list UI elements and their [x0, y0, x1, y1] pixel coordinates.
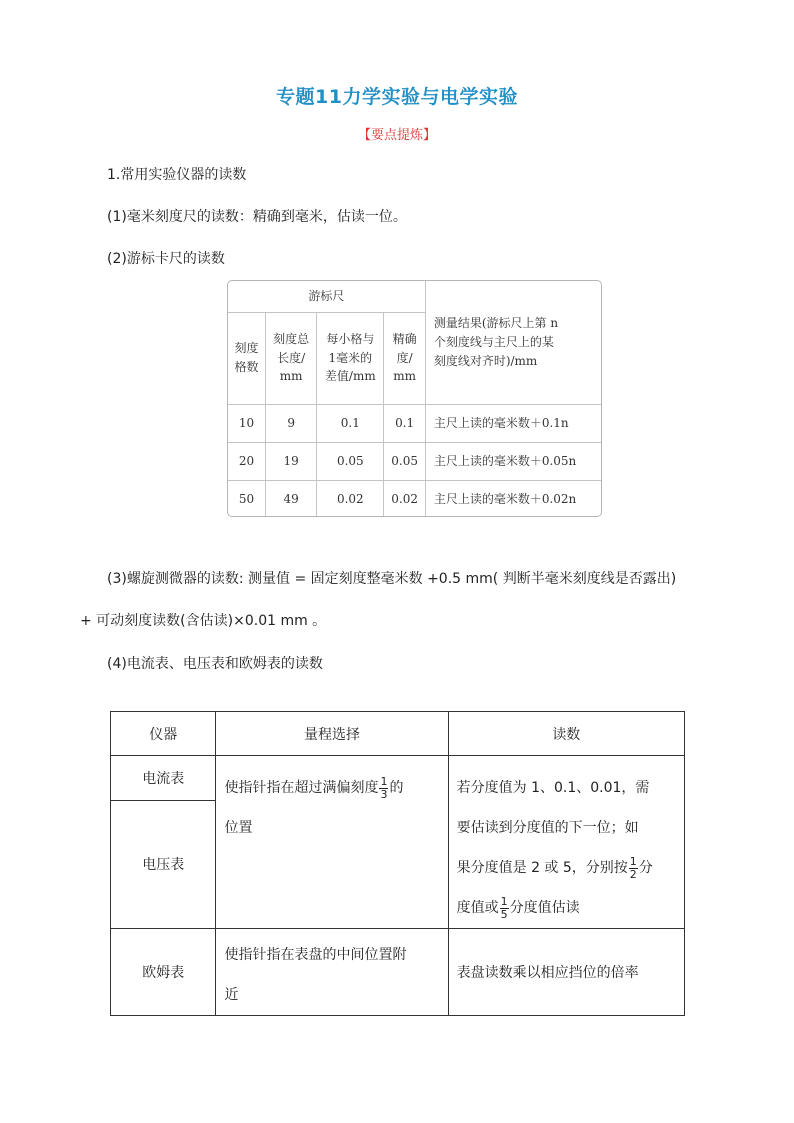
- paragraph-vernier: (2)游标卡尺的读数: [107, 251, 225, 267]
- section-subheading: 【要点提炼】: [357, 128, 436, 143]
- paragraph-instrument-reading: 1.常用实验仪器的读数: [107, 167, 247, 183]
- instrument-ammeter: 电流表: [111, 756, 216, 801]
- vernier-header-result: 测量结果(游标尺上第 n 个刻度线与主尺上的某 刻度线对齐时)/mm: [425, 281, 601, 404]
- table-row: 20 19 0.05 0.05 主尺上读的毫米数＋0.05n: [228, 442, 601, 480]
- reading-ammeter-voltmeter: 若分度值为 1、0.1、0.01，需 要估读到分度值的下一位；如 果分度值是 2 或 5，分别按 $\frac{1}{2}$ 分 度值或 $\frac{1}{5}$ 分度值估读: [448, 756, 684, 929]
- fraction-one-third: $\frac{1}{3}$: [380, 774, 388, 801]
- table-row: 50 49 0.02 0.02 主尺上读的毫米数＋0.02n: [228, 480, 601, 517]
- table-row: 10 9 0.1 0.1 主尺上读的毫米数＋0.1n: [228, 404, 601, 442]
- vernier-group-header: 游标尺: [228, 281, 425, 312]
- vernier-header-precision: 精确 度/ mm: [384, 312, 425, 404]
- instrument-voltmeter: 电压表: [111, 800, 216, 929]
- vernier-header-length: 刻度总 长度/ mm: [266, 312, 317, 404]
- range-ammeter-voltmeter: 使指针指在超过满偏刻度 $\frac{1}{3}$ 的 位置: [216, 756, 448, 929]
- range-ohmmeter: 使指针指在表盘的中间位置附 近: [216, 929, 448, 1016]
- paragraph-micrometer-cont: + 可动刻度读数(含估读)×0.01 mm 。: [80, 613, 327, 629]
- paragraph-ruler: (1)毫米刻度尺的读数：精确到毫米，估读一位。: [107, 209, 407, 225]
- reading-ohmmeter: 表盘读数乘以相应挡位的倍率: [448, 929, 684, 1016]
- paragraph-meters: (4)电流表、电压表和欧姆表的读数: [107, 656, 323, 672]
- meter-header-reading: 读数: [448, 712, 684, 756]
- vernier-header-difference: 每小格与 1毫米的 差值/mm: [317, 312, 384, 404]
- fraction-one-half: $\frac{1}{2}$: [629, 854, 637, 881]
- vernier-header-divisions: 刻度 格数: [228, 312, 266, 404]
- paragraph-micrometer: (3)螺旋测微器的读数: 测量值 = 固定刻度整毫米数 +0.5 mm( 判断半毫米刻度线是否露出): [107, 571, 677, 587]
- instrument-ohmmeter: 欧姆表: [111, 929, 216, 1016]
- page-title: 专题11力学实验与电学实验: [276, 86, 518, 108]
- fraction-one-fifth: $\frac{1}{5}$: [500, 894, 508, 921]
- meter-table: [110, 711, 685, 1016]
- meter-header-instrument: 仪器: [111, 712, 216, 756]
- vernier-table: [227, 280, 602, 517]
- meter-header-range: 量程选择: [216, 712, 448, 756]
